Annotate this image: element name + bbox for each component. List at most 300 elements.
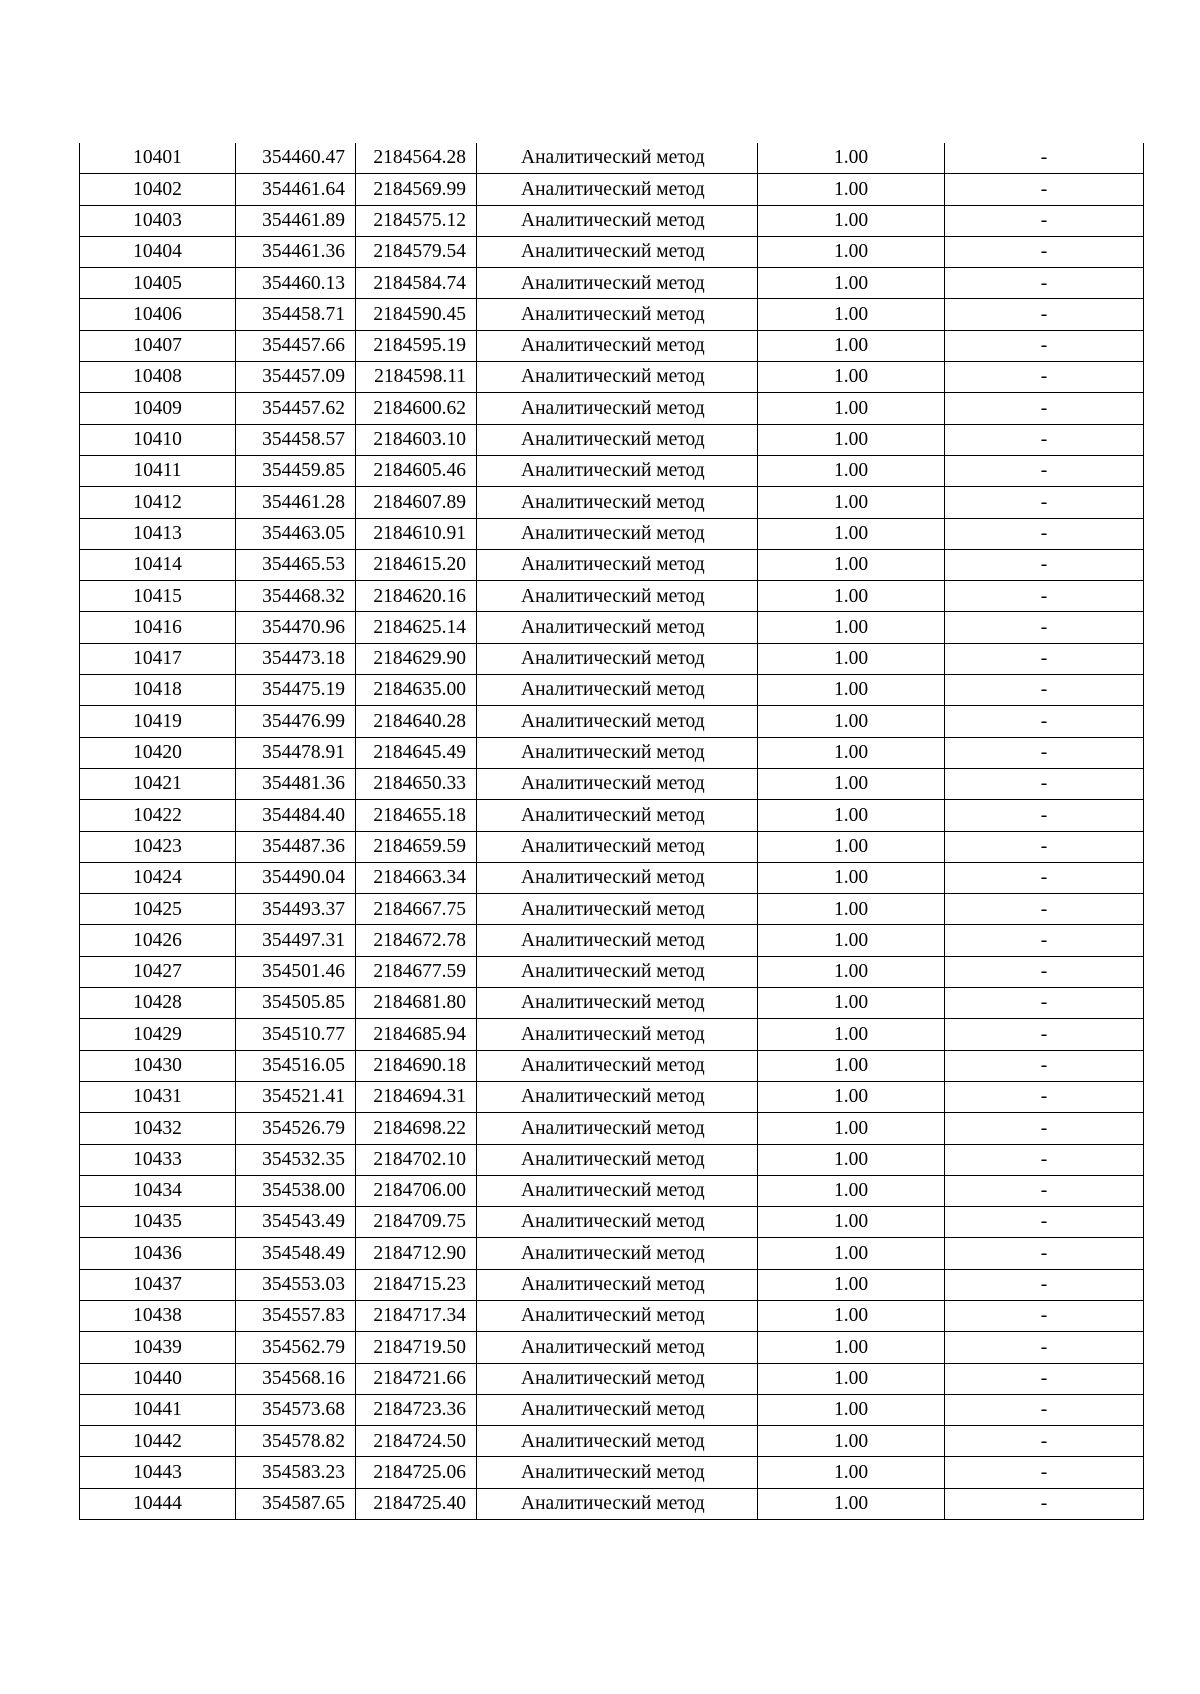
y-coordinate-cell: 2184645.49 bbox=[356, 737, 477, 768]
y-coordinate-cell: 2184690.18 bbox=[356, 1050, 477, 1081]
x-coordinate-cell: 354461.64 bbox=[236, 174, 356, 205]
point-number-cell: 10423 bbox=[80, 831, 236, 862]
accuracy-cell: 1.00 bbox=[758, 1081, 945, 1112]
table-row bbox=[80, 1332, 1144, 1363]
table-row bbox=[80, 706, 1144, 737]
coordinates-table bbox=[79, 143, 1144, 1520]
point-number-cell: 10413 bbox=[80, 518, 236, 549]
x-coordinate-cell: 354573.68 bbox=[236, 1394, 356, 1425]
method-cell: Аналитический метод bbox=[477, 675, 758, 706]
note-cell: - bbox=[945, 988, 1144, 1019]
x-coordinate-cell: 354470.96 bbox=[236, 612, 356, 643]
note-cell: - bbox=[945, 1488, 1144, 1519]
accuracy-cell: 1.00 bbox=[758, 1363, 945, 1394]
y-coordinate-cell: 2184569.99 bbox=[356, 174, 477, 205]
method-cell: Аналитический метод bbox=[477, 581, 758, 612]
note-cell: - bbox=[945, 1144, 1144, 1175]
point-number-cell: 10403 bbox=[80, 205, 236, 236]
point-number-cell: 10402 bbox=[80, 174, 236, 205]
x-coordinate-cell: 354460.47 bbox=[236, 143, 356, 174]
accuracy-cell: 1.00 bbox=[758, 299, 945, 330]
accuracy-cell: 1.00 bbox=[758, 1332, 945, 1363]
y-coordinate-cell: 2184564.28 bbox=[356, 143, 477, 174]
point-number-cell: 10406 bbox=[80, 299, 236, 330]
accuracy-cell: 1.00 bbox=[758, 1019, 945, 1050]
point-number-cell: 10426 bbox=[80, 925, 236, 956]
accuracy-cell: 1.00 bbox=[758, 174, 945, 205]
accuracy-cell: 1.00 bbox=[758, 268, 945, 299]
x-coordinate-cell: 354548.49 bbox=[236, 1238, 356, 1269]
accuracy-cell: 1.00 bbox=[758, 800, 945, 831]
x-coordinate-cell: 354505.85 bbox=[236, 988, 356, 1019]
table-row bbox=[80, 1050, 1144, 1081]
table-row bbox=[80, 487, 1144, 518]
accuracy-cell: 1.00 bbox=[758, 1175, 945, 1206]
method-cell: Аналитический метод bbox=[477, 737, 758, 768]
point-number-cell: 10422 bbox=[80, 800, 236, 831]
note-cell: - bbox=[945, 768, 1144, 799]
method-cell: Аналитический метод bbox=[477, 362, 758, 393]
x-coordinate-cell: 354557.83 bbox=[236, 1300, 356, 1331]
x-coordinate-cell: 354578.82 bbox=[236, 1426, 356, 1457]
point-number-cell: 10428 bbox=[80, 988, 236, 1019]
method-cell: Аналитический метод bbox=[477, 612, 758, 643]
point-number-cell: 10429 bbox=[80, 1019, 236, 1050]
method-cell: Аналитический метод bbox=[477, 1144, 758, 1175]
point-number-cell: 10442 bbox=[80, 1426, 236, 1457]
note-cell: - bbox=[945, 737, 1144, 768]
y-coordinate-cell: 2184615.20 bbox=[356, 549, 477, 580]
table-row bbox=[80, 1363, 1144, 1394]
accuracy-cell: 1.00 bbox=[758, 1457, 945, 1488]
accuracy-cell: 1.00 bbox=[758, 643, 945, 674]
point-number-cell: 10410 bbox=[80, 424, 236, 455]
note-cell: - bbox=[945, 956, 1144, 987]
table-row bbox=[80, 1269, 1144, 1300]
table-row bbox=[80, 800, 1144, 831]
accuracy-cell: 1.00 bbox=[758, 1269, 945, 1300]
x-coordinate-cell: 354461.28 bbox=[236, 487, 356, 518]
method-cell: Аналитический метод bbox=[477, 299, 758, 330]
note-cell: - bbox=[945, 299, 1144, 330]
method-cell: Аналитический метод bbox=[477, 1394, 758, 1425]
accuracy-cell: 1.00 bbox=[758, 1238, 945, 1269]
point-number-cell: 10405 bbox=[80, 268, 236, 299]
method-cell: Аналитический метод bbox=[477, 831, 758, 862]
note-cell: - bbox=[945, 612, 1144, 643]
y-coordinate-cell: 2184603.10 bbox=[356, 424, 477, 455]
y-coordinate-cell: 2184698.22 bbox=[356, 1113, 477, 1144]
x-coordinate-cell: 354475.19 bbox=[236, 675, 356, 706]
method-cell: Аналитический метод bbox=[477, 956, 758, 987]
method-cell: Аналитический метод bbox=[477, 174, 758, 205]
y-coordinate-cell: 2184663.34 bbox=[356, 862, 477, 893]
point-number-cell: 10415 bbox=[80, 581, 236, 612]
x-coordinate-cell: 354460.13 bbox=[236, 268, 356, 299]
point-number-cell: 10421 bbox=[80, 768, 236, 799]
table-row bbox=[80, 988, 1144, 1019]
method-cell: Аналитический метод bbox=[477, 236, 758, 267]
note-cell: - bbox=[945, 205, 1144, 236]
method-cell: Аналитический метод bbox=[477, 1238, 758, 1269]
point-number-cell: 10411 bbox=[80, 455, 236, 486]
note-cell: - bbox=[945, 1175, 1144, 1206]
method-cell: Аналитический метод bbox=[477, 143, 758, 174]
y-coordinate-cell: 2184635.00 bbox=[356, 675, 477, 706]
table-row bbox=[80, 1488, 1144, 1519]
note-cell: - bbox=[945, 1457, 1144, 1488]
y-coordinate-cell: 2184590.45 bbox=[356, 299, 477, 330]
y-coordinate-cell: 2184659.59 bbox=[356, 831, 477, 862]
method-cell: Аналитический метод bbox=[477, 549, 758, 580]
accuracy-cell: 1.00 bbox=[758, 768, 945, 799]
y-coordinate-cell: 2184702.10 bbox=[356, 1144, 477, 1175]
y-coordinate-cell: 2184640.28 bbox=[356, 706, 477, 737]
accuracy-cell: 1.00 bbox=[758, 455, 945, 486]
accuracy-cell: 1.00 bbox=[758, 675, 945, 706]
method-cell: Аналитический метод bbox=[477, 1269, 758, 1300]
table-row bbox=[80, 174, 1144, 205]
note-cell: - bbox=[945, 1207, 1144, 1238]
table-row bbox=[80, 1394, 1144, 1425]
note-cell: - bbox=[945, 143, 1144, 174]
method-cell: Аналитический метод bbox=[477, 1300, 758, 1331]
point-number-cell: 10436 bbox=[80, 1238, 236, 1269]
note-cell: - bbox=[945, 455, 1144, 486]
accuracy-cell: 1.00 bbox=[758, 1113, 945, 1144]
note-cell: - bbox=[945, 1050, 1144, 1081]
accuracy-cell: 1.00 bbox=[758, 1300, 945, 1331]
note-cell: - bbox=[945, 581, 1144, 612]
y-coordinate-cell: 2184724.50 bbox=[356, 1426, 477, 1457]
point-number-cell: 10409 bbox=[80, 393, 236, 424]
y-coordinate-cell: 2184694.31 bbox=[356, 1081, 477, 1112]
method-cell: Аналитический метод bbox=[477, 1426, 758, 1457]
y-coordinate-cell: 2184719.50 bbox=[356, 1332, 477, 1363]
table-row bbox=[80, 299, 1144, 330]
point-number-cell: 10440 bbox=[80, 1363, 236, 1394]
method-cell: Аналитический метод bbox=[477, 643, 758, 674]
accuracy-cell: 1.00 bbox=[758, 1207, 945, 1238]
note-cell: - bbox=[945, 236, 1144, 267]
point-number-cell: 10443 bbox=[80, 1457, 236, 1488]
note-cell: - bbox=[945, 330, 1144, 361]
accuracy-cell: 1.00 bbox=[758, 424, 945, 455]
note-cell: - bbox=[945, 706, 1144, 737]
accuracy-cell: 1.00 bbox=[758, 330, 945, 361]
x-coordinate-cell: 354543.49 bbox=[236, 1207, 356, 1238]
method-cell: Аналитический метод bbox=[477, 1081, 758, 1112]
x-coordinate-cell: 354493.37 bbox=[236, 894, 356, 925]
table-row bbox=[80, 1426, 1144, 1457]
table-row bbox=[80, 643, 1144, 674]
x-coordinate-cell: 354476.99 bbox=[236, 706, 356, 737]
point-number-cell: 10444 bbox=[80, 1488, 236, 1519]
table-row bbox=[80, 862, 1144, 893]
note-cell: - bbox=[945, 1113, 1144, 1144]
y-coordinate-cell: 2184598.11 bbox=[356, 362, 477, 393]
table-row bbox=[80, 143, 1144, 174]
y-coordinate-cell: 2184575.12 bbox=[356, 205, 477, 236]
accuracy-cell: 1.00 bbox=[758, 956, 945, 987]
table-row bbox=[80, 1113, 1144, 1144]
accuracy-cell: 1.00 bbox=[758, 487, 945, 518]
y-coordinate-cell: 2184681.80 bbox=[356, 988, 477, 1019]
note-cell: - bbox=[945, 1332, 1144, 1363]
y-coordinate-cell: 2184579.54 bbox=[356, 236, 477, 267]
table-row bbox=[80, 894, 1144, 925]
table-row bbox=[80, 1175, 1144, 1206]
table-row bbox=[80, 831, 1144, 862]
note-cell: - bbox=[945, 1238, 1144, 1269]
note-cell: - bbox=[945, 268, 1144, 299]
y-coordinate-cell: 2184595.19 bbox=[356, 330, 477, 361]
point-number-cell: 10432 bbox=[80, 1113, 236, 1144]
note-cell: - bbox=[945, 487, 1144, 518]
table-row bbox=[80, 205, 1144, 236]
accuracy-cell: 1.00 bbox=[758, 831, 945, 862]
x-coordinate-cell: 354562.79 bbox=[236, 1332, 356, 1363]
point-number-cell: 10425 bbox=[80, 894, 236, 925]
y-coordinate-cell: 2184672.78 bbox=[356, 925, 477, 956]
method-cell: Аналитический метод bbox=[477, 455, 758, 486]
x-coordinate-cell: 354473.18 bbox=[236, 643, 356, 674]
point-number-cell: 10407 bbox=[80, 330, 236, 361]
x-coordinate-cell: 354458.57 bbox=[236, 424, 356, 455]
y-coordinate-cell: 2184725.06 bbox=[356, 1457, 477, 1488]
table-row bbox=[80, 236, 1144, 267]
method-cell: Аналитический метод bbox=[477, 1363, 758, 1394]
table-row bbox=[80, 1019, 1144, 1050]
method-cell: Аналитический метод bbox=[477, 1207, 758, 1238]
y-coordinate-cell: 2184717.34 bbox=[356, 1300, 477, 1331]
y-coordinate-cell: 2184721.66 bbox=[356, 1363, 477, 1394]
accuracy-cell: 1.00 bbox=[758, 1050, 945, 1081]
method-cell: Аналитический метод bbox=[477, 1050, 758, 1081]
x-coordinate-cell: 354461.89 bbox=[236, 205, 356, 236]
note-cell: - bbox=[945, 831, 1144, 862]
point-number-cell: 10431 bbox=[80, 1081, 236, 1112]
method-cell: Аналитический метод bbox=[477, 393, 758, 424]
point-number-cell: 10433 bbox=[80, 1144, 236, 1175]
method-cell: Аналитический метод bbox=[477, 1019, 758, 1050]
y-coordinate-cell: 2184650.33 bbox=[356, 768, 477, 799]
method-cell: Аналитический метод bbox=[477, 424, 758, 455]
accuracy-cell: 1.00 bbox=[758, 393, 945, 424]
y-coordinate-cell: 2184620.16 bbox=[356, 581, 477, 612]
point-number-cell: 10427 bbox=[80, 956, 236, 987]
table-row bbox=[80, 1207, 1144, 1238]
note-cell: - bbox=[945, 1300, 1144, 1331]
point-number-cell: 10420 bbox=[80, 737, 236, 768]
table-row bbox=[80, 1457, 1144, 1488]
accuracy-cell: 1.00 bbox=[758, 362, 945, 393]
note-cell: - bbox=[945, 1426, 1144, 1457]
x-coordinate-cell: 354516.05 bbox=[236, 1050, 356, 1081]
accuracy-cell: 1.00 bbox=[758, 894, 945, 925]
x-coordinate-cell: 354484.40 bbox=[236, 800, 356, 831]
accuracy-cell: 1.00 bbox=[758, 862, 945, 893]
point-number-cell: 10418 bbox=[80, 675, 236, 706]
note-cell: - bbox=[945, 1269, 1144, 1300]
point-number-cell: 10435 bbox=[80, 1207, 236, 1238]
table-row bbox=[80, 330, 1144, 361]
point-number-cell: 10404 bbox=[80, 236, 236, 267]
point-number-cell: 10434 bbox=[80, 1175, 236, 1206]
point-number-cell: 10430 bbox=[80, 1050, 236, 1081]
method-cell: Аналитический метод bbox=[477, 518, 758, 549]
table-row bbox=[80, 768, 1144, 799]
table-row bbox=[80, 675, 1144, 706]
table-row bbox=[80, 612, 1144, 643]
accuracy-cell: 1.00 bbox=[758, 988, 945, 1019]
method-cell: Аналитический метод bbox=[477, 268, 758, 299]
x-coordinate-cell: 354583.23 bbox=[236, 1457, 356, 1488]
table-row bbox=[80, 1300, 1144, 1331]
table-row bbox=[80, 549, 1144, 580]
y-coordinate-cell: 2184655.18 bbox=[356, 800, 477, 831]
y-coordinate-cell: 2184667.75 bbox=[356, 894, 477, 925]
y-coordinate-cell: 2184629.90 bbox=[356, 643, 477, 674]
table-row bbox=[80, 268, 1144, 299]
note-cell: - bbox=[945, 549, 1144, 580]
accuracy-cell: 1.00 bbox=[758, 581, 945, 612]
table-row bbox=[80, 925, 1144, 956]
method-cell: Аналитический метод bbox=[477, 988, 758, 1019]
x-coordinate-cell: 354461.36 bbox=[236, 236, 356, 267]
x-coordinate-cell: 354553.03 bbox=[236, 1269, 356, 1300]
y-coordinate-cell: 2184600.62 bbox=[356, 393, 477, 424]
point-number-cell: 10412 bbox=[80, 487, 236, 518]
x-coordinate-cell: 354532.35 bbox=[236, 1144, 356, 1175]
point-number-cell: 10437 bbox=[80, 1269, 236, 1300]
note-cell: - bbox=[945, 800, 1144, 831]
x-coordinate-cell: 354497.31 bbox=[236, 925, 356, 956]
method-cell: Аналитический метод bbox=[477, 487, 758, 518]
accuracy-cell: 1.00 bbox=[758, 1426, 945, 1457]
note-cell: - bbox=[945, 518, 1144, 549]
accuracy-cell: 1.00 bbox=[758, 549, 945, 580]
point-number-cell: 10408 bbox=[80, 362, 236, 393]
x-coordinate-cell: 354521.41 bbox=[236, 1081, 356, 1112]
x-coordinate-cell: 354459.85 bbox=[236, 455, 356, 486]
y-coordinate-cell: 2184607.89 bbox=[356, 487, 477, 518]
table-row bbox=[80, 393, 1144, 424]
method-cell: Аналитический метод bbox=[477, 205, 758, 236]
table-row bbox=[80, 1238, 1144, 1269]
method-cell: Аналитический метод bbox=[477, 706, 758, 737]
method-cell: Аналитический метод bbox=[477, 925, 758, 956]
y-coordinate-cell: 2184584.74 bbox=[356, 268, 477, 299]
x-coordinate-cell: 354457.66 bbox=[236, 330, 356, 361]
x-coordinate-cell: 354538.00 bbox=[236, 1175, 356, 1206]
x-coordinate-cell: 354490.04 bbox=[236, 862, 356, 893]
note-cell: - bbox=[945, 894, 1144, 925]
note-cell: - bbox=[945, 925, 1144, 956]
table-row bbox=[80, 581, 1144, 612]
x-coordinate-cell: 354457.09 bbox=[236, 362, 356, 393]
y-coordinate-cell: 2184723.36 bbox=[356, 1394, 477, 1425]
y-coordinate-cell: 2184715.23 bbox=[356, 1269, 477, 1300]
table-row bbox=[80, 362, 1144, 393]
note-cell: - bbox=[945, 1394, 1144, 1425]
x-coordinate-cell: 354526.79 bbox=[236, 1113, 356, 1144]
y-coordinate-cell: 2184610.91 bbox=[356, 518, 477, 549]
note-cell: - bbox=[945, 862, 1144, 893]
point-number-cell: 10416 bbox=[80, 612, 236, 643]
point-number-cell: 10441 bbox=[80, 1394, 236, 1425]
coordinates-table-body bbox=[80, 143, 1144, 1520]
method-cell: Аналитический метод bbox=[477, 330, 758, 361]
x-coordinate-cell: 354587.65 bbox=[236, 1488, 356, 1519]
x-coordinate-cell: 354458.71 bbox=[236, 299, 356, 330]
x-coordinate-cell: 354481.36 bbox=[236, 768, 356, 799]
accuracy-cell: 1.00 bbox=[758, 1144, 945, 1175]
accuracy-cell: 1.00 bbox=[758, 236, 945, 267]
accuracy-cell: 1.00 bbox=[758, 518, 945, 549]
y-coordinate-cell: 2184685.94 bbox=[356, 1019, 477, 1050]
y-coordinate-cell: 2184725.40 bbox=[356, 1488, 477, 1519]
table-row bbox=[80, 1081, 1144, 1112]
y-coordinate-cell: 2184677.59 bbox=[356, 956, 477, 987]
y-coordinate-cell: 2184712.90 bbox=[356, 1238, 477, 1269]
x-coordinate-cell: 354468.32 bbox=[236, 581, 356, 612]
note-cell: - bbox=[945, 362, 1144, 393]
point-number-cell: 10419 bbox=[80, 706, 236, 737]
point-number-cell: 10417 bbox=[80, 643, 236, 674]
accuracy-cell: 1.00 bbox=[758, 143, 945, 174]
y-coordinate-cell: 2184709.75 bbox=[356, 1207, 477, 1238]
y-coordinate-cell: 2184706.00 bbox=[356, 1175, 477, 1206]
note-cell: - bbox=[945, 1019, 1144, 1050]
x-coordinate-cell: 354487.36 bbox=[236, 831, 356, 862]
note-cell: - bbox=[945, 643, 1144, 674]
note-cell: - bbox=[945, 424, 1144, 455]
method-cell: Аналитический метод bbox=[477, 800, 758, 831]
method-cell: Аналитический метод bbox=[477, 1488, 758, 1519]
accuracy-cell: 1.00 bbox=[758, 737, 945, 768]
table-row bbox=[80, 737, 1144, 768]
accuracy-cell: 1.00 bbox=[758, 925, 945, 956]
accuracy-cell: 1.00 bbox=[758, 612, 945, 643]
table-row bbox=[80, 1144, 1144, 1175]
x-coordinate-cell: 354510.77 bbox=[236, 1019, 356, 1050]
note-cell: - bbox=[945, 675, 1144, 706]
table-row bbox=[80, 455, 1144, 486]
method-cell: Аналитический метод bbox=[477, 1332, 758, 1363]
accuracy-cell: 1.00 bbox=[758, 205, 945, 236]
point-number-cell: 10439 bbox=[80, 1332, 236, 1363]
point-number-cell: 10414 bbox=[80, 549, 236, 580]
method-cell: Аналитический метод bbox=[477, 894, 758, 925]
x-coordinate-cell: 354501.46 bbox=[236, 956, 356, 987]
table-row bbox=[80, 518, 1144, 549]
x-coordinate-cell: 354478.91 bbox=[236, 737, 356, 768]
point-number-cell: 10401 bbox=[80, 143, 236, 174]
note-cell: - bbox=[945, 1081, 1144, 1112]
table-row bbox=[80, 956, 1144, 987]
table-row bbox=[80, 424, 1144, 455]
y-coordinate-cell: 2184625.14 bbox=[356, 612, 477, 643]
x-coordinate-cell: 354465.53 bbox=[236, 549, 356, 580]
method-cell: Аналитический метод bbox=[477, 1113, 758, 1144]
accuracy-cell: 1.00 bbox=[758, 1394, 945, 1425]
point-number-cell: 10424 bbox=[80, 862, 236, 893]
note-cell: - bbox=[945, 174, 1144, 205]
method-cell: Аналитический метод bbox=[477, 1175, 758, 1206]
note-cell: - bbox=[945, 393, 1144, 424]
x-coordinate-cell: 354457.62 bbox=[236, 393, 356, 424]
